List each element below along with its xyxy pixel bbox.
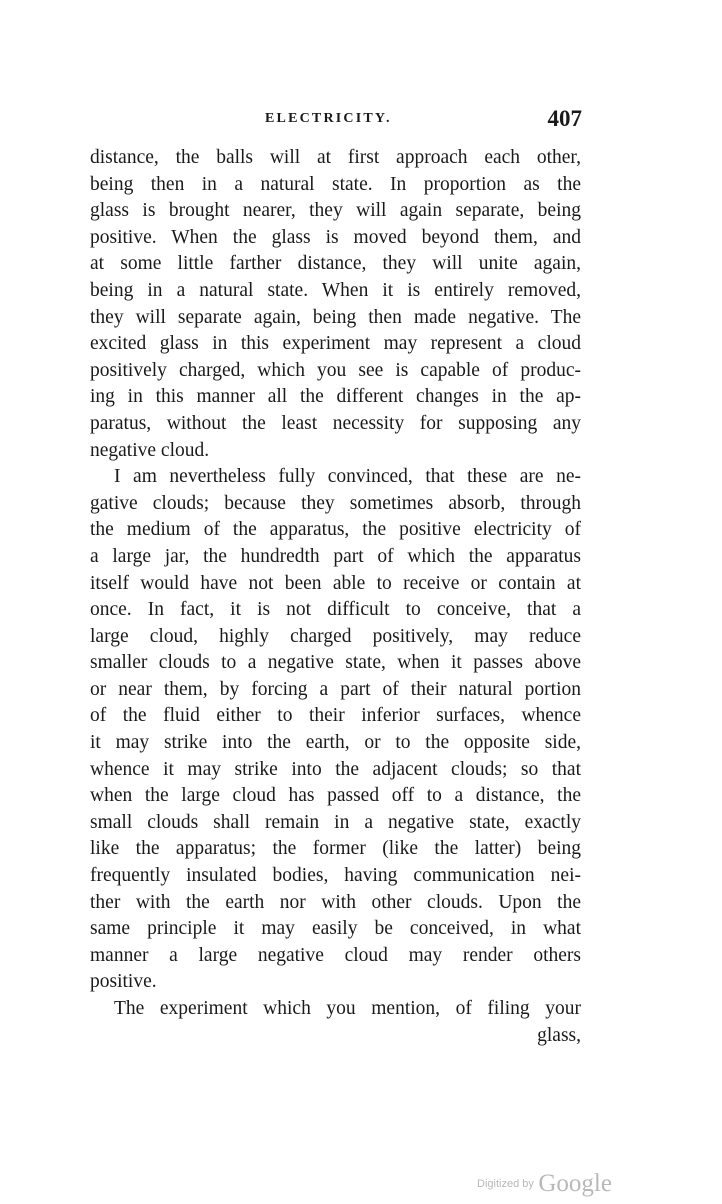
- text-line: ing in this manner all the different changes in the ap-: [90, 386, 581, 408]
- text-line: gative clouds; because they sometimes absorb, through: [90, 492, 581, 514]
- text-line: I am nevertheless fully convinced, that these are ne-: [114, 466, 581, 488]
- text-line: distance, the balls will at first approach each other,: [90, 147, 581, 168]
- page-number: 407: [547, 106, 582, 131]
- text-line: at some little farther distance, they will unite again,: [90, 253, 581, 275]
- text-line: positive.: [90, 971, 157, 993]
- watermark-prefix: Digitized by: [477, 1178, 534, 1190]
- text-line: of the fluid either to their inferior surfaces, whence: [90, 705, 581, 727]
- text-line: positively charged, which you see is capable of produc-: [90, 359, 581, 381]
- text-line: glass,: [537, 1024, 581, 1046]
- text-line: or near them, by forcing a part of their natural portion: [90, 678, 581, 700]
- digitized-by-google-watermark: [477, 1170, 612, 1198]
- text-line: ther with the earth nor with other clouds. Upon the: [90, 891, 581, 913]
- text-line: it may strike into the earth, or to the opposite side,: [90, 732, 581, 754]
- text-line: itself would have not been able to receive or contain at: [90, 572, 581, 594]
- text-line: The experiment which you mention, of filing your: [114, 998, 581, 1019]
- body-text: [90, 145, 581, 1049]
- text-line: large cloud, highly charged positively, may reduce: [90, 625, 581, 647]
- text-line: paratus, without the least necessity for supposing any: [90, 412, 581, 434]
- text-line: same principle it may easily be conceived, in what: [90, 918, 581, 940]
- text-line: when the large cloud has passed off to a distance, the: [90, 785, 581, 807]
- text-line: frequently insulated bodies, having communication nei-: [90, 865, 581, 887]
- text-line: smaller clouds to a negative state, when it passes above: [90, 652, 581, 674]
- text-line: a large jar, the hundredth part of which the apparatus: [90, 545, 581, 567]
- text-line: manner a large negative cloud may render others: [90, 944, 581, 966]
- text-line: excited glass in this experiment may represent a cloud: [90, 333, 581, 355]
- text-line: glass is brought nearer, they will again separate, being: [90, 200, 581, 222]
- text-line: the medium of the apparatus, the positive electricity of: [90, 519, 581, 541]
- text-line: once. In fact, it is not difficult to conceive, that a: [90, 599, 581, 621]
- text-line: they will separate again, being then made negative. The: [90, 306, 581, 328]
- text-line: positive. When the glass is moved beyond them, and: [90, 226, 581, 248]
- running-head: [90, 108, 582, 138]
- text-line: like the apparatus; the former (like the latter) being: [90, 838, 581, 860]
- text-line: small clouds shall remain in a negative state, exactly: [90, 811, 581, 833]
- text-line: whence it may strike into the adjacent clouds; so that: [90, 758, 581, 780]
- text-line: negative cloud.: [90, 439, 210, 461]
- text-line: being in a natural state. When it is entirely removed,: [90, 279, 581, 301]
- text-line: being then in a natural state. In proportion as the: [90, 173, 581, 195]
- watermark-brand: Google: [538, 1170, 612, 1197]
- running-title: ELECTRICITY.: [265, 111, 392, 126]
